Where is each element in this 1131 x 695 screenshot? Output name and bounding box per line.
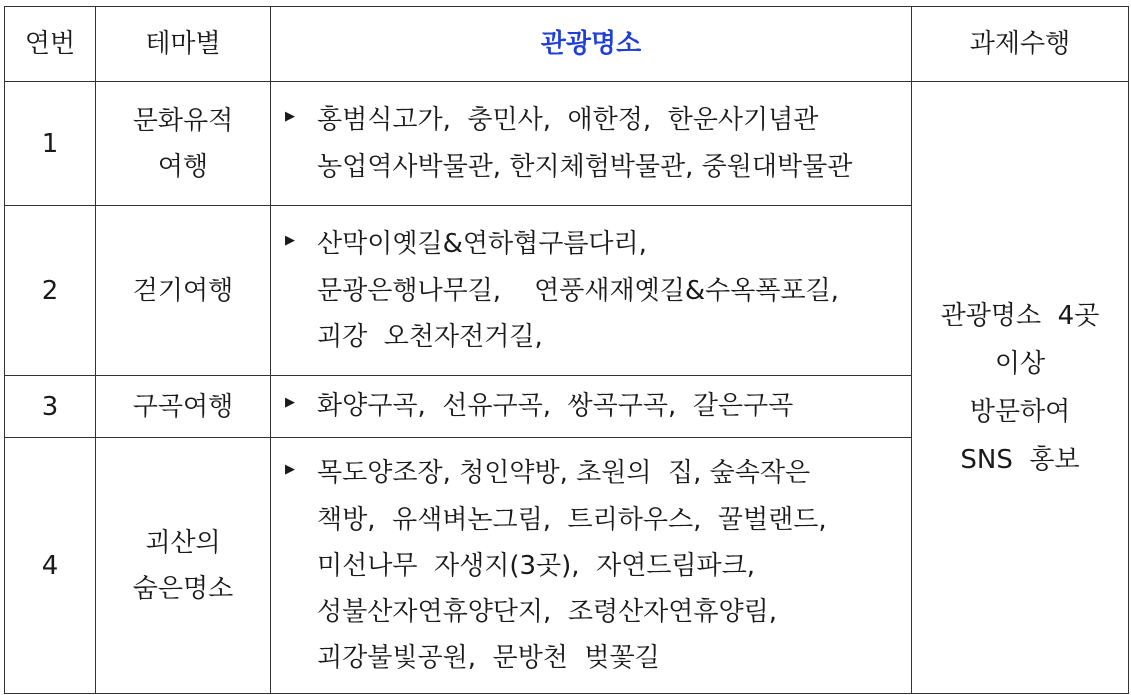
- place-line: 목도양조장, 청인약방, 초원의 집, 숲속작은: [317, 458, 811, 489]
- tourism-table: [4, 6, 1129, 694]
- place-line: 홍범식고가, 충민사, 애한정, 한운사기념관: [317, 105, 819, 136]
- theme-cell: [96, 82, 271, 206]
- bullet-icon: ▶: [285, 394, 295, 410]
- theme-cell: [96, 206, 271, 376]
- row-number: 2: [5, 206, 96, 376]
- places-cell: [271, 206, 912, 376]
- task-line: 이상: [994, 348, 1046, 379]
- task-line: SNS 홍보: [960, 444, 1080, 475]
- place-line: 산막이옛길&연하협구름다리,: [317, 229, 647, 260]
- header-task: 과제수행: [912, 7, 1129, 82]
- task-cell: [912, 82, 1129, 694]
- theme-line: 숨은명소: [132, 573, 234, 604]
- row-number: 4: [5, 438, 96, 694]
- theme-line: 구곡여행: [132, 391, 234, 422]
- place-line: 문광은행나무길, 연풍새재옛길&수옥폭포길,: [317, 275, 839, 306]
- theme-line: 여행: [157, 151, 209, 182]
- place-line: 미선나무 자생지(3곳), 자연드림파크,: [317, 550, 756, 581]
- table-row: [5, 82, 1129, 206]
- bullet-icon: ▶: [285, 232, 295, 248]
- row-number: 1: [5, 82, 96, 206]
- theme-cell: [96, 438, 271, 694]
- row-number: 3: [5, 376, 96, 438]
- place-line: 괴강불빛공원, 문방천 벚꽃길: [317, 642, 660, 673]
- theme-line: 괴산의: [145, 527, 221, 558]
- task-line: 관광명소 4곳: [940, 300, 1100, 331]
- place-line: 괴강 오천자전거길,: [317, 321, 543, 352]
- place-line: 성불산자연휴양단지, 조령산자연휴양림,: [317, 596, 778, 627]
- bullet-icon: ▶: [285, 461, 295, 477]
- header-no: 연번: [5, 7, 96, 82]
- bullet-icon: ▶: [285, 108, 295, 124]
- place-line: 화양구곡, 선유구곡, 쌍곡구곡, 갈은구곡: [317, 391, 794, 422]
- header-row: [5, 7, 1129, 82]
- theme-line: 문화유적: [132, 105, 234, 136]
- place-line: 책방, 유색벼논그림, 트리하우스, 꿀벌랜드,: [317, 504, 827, 535]
- header-theme: 테마별: [96, 7, 271, 82]
- place-line: 농업역사박물관, 한지체험박물관, 중원대박물관: [317, 151, 853, 182]
- theme-line: 걷기여행: [132, 275, 234, 306]
- places-cell: [271, 82, 912, 206]
- places-cell: [271, 376, 912, 438]
- header-places: 관광명소: [271, 7, 912, 82]
- places-cell: [271, 438, 912, 694]
- theme-cell: [96, 376, 271, 438]
- task-line: 방문하여: [969, 396, 1071, 427]
